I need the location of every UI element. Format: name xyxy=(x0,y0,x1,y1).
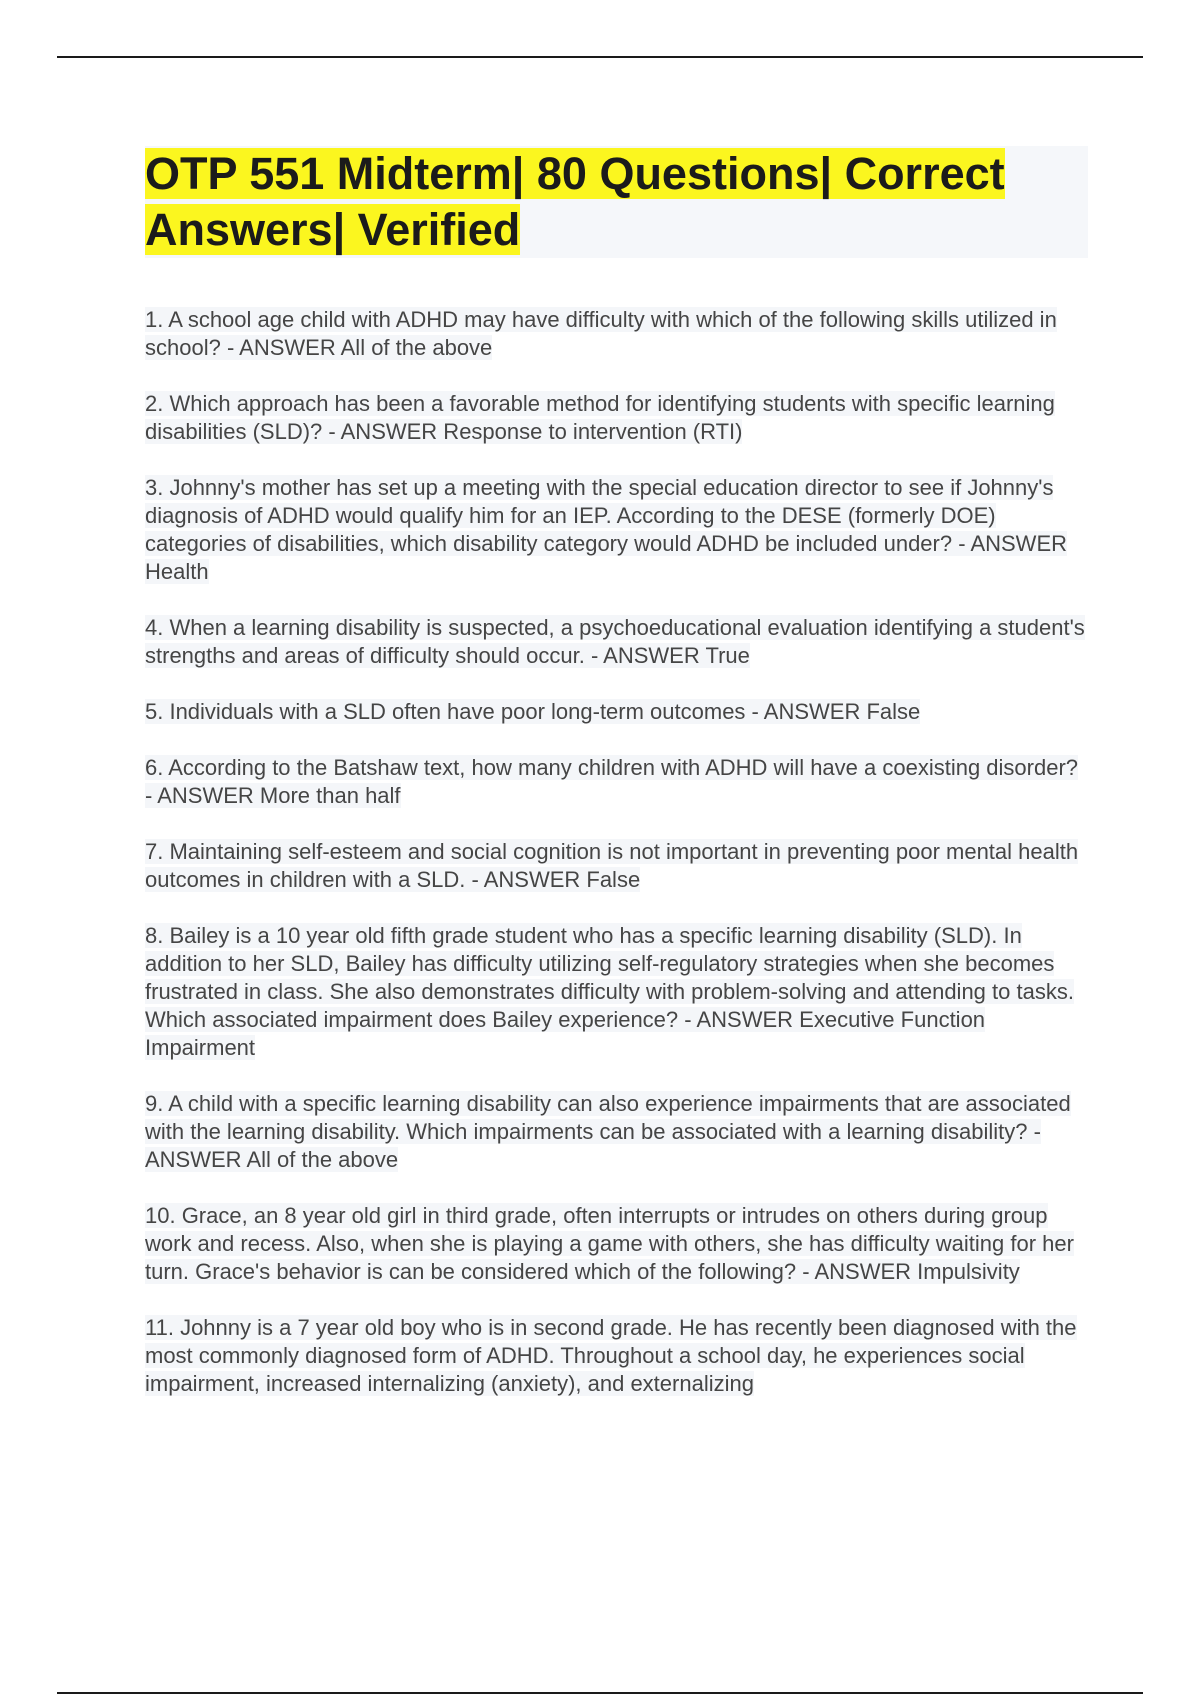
document-body xyxy=(145,146,1090,1426)
qa-item-1: 1. A school age child with ADHD may have difficulty with which of the following skills utilized in school? - ANSWER All of the above xyxy=(145,307,1057,360)
qa-item-3: 3. Johnny's mother has set up a meeting with the special education director to see if Johnny's diagnosis of ADHD would qualify him for an IEP. According to the DESE (formerly DOE) categories of disabilities, which disability category would ADHD be included under? - ANSWER Health xyxy=(145,475,1068,584)
title-highlight: OTP 551 Midterm| 80 Questions| Correct Answers| Verified xyxy=(145,148,1005,255)
qa-item-10: 10. Grace, an 8 year old girl in third grade, often interrupts or intrudes on others during group work and recess. Also, when she is playing a game with others, she has difficulty waiting for her turn. Grace's behavior is can be considered which of the following? - ANSWER Impulsivity xyxy=(145,1203,1074,1284)
qa-item-5: 5. Individuals with a SLD often have poor long-term outcomes - ANSWER False xyxy=(145,699,921,724)
qa-item-7: 7. Maintaining self-esteem and social cognition is not important in preventing poor mental health outcomes in children with a SLD. - ANSWER False xyxy=(145,839,1079,892)
qa-item-6: 6. According to the Batshaw text, how many children with ADHD will have a coexisting disorder? - ANSWER More than half xyxy=(145,755,1079,808)
qa-item-9: 9. A child with a specific learning disability can also experience impairments that are associated with the learning disability. Which impairments can be associated with a learning disability? - ANSWER All of the above xyxy=(145,1091,1071,1172)
qa-item-8: 8. Bailey is a 10 year old fifth grade student who has a specific learning disability (SLD). In addition to her SLD, Bailey has difficulty utilizing self-regulatory strategies when she becomes frustrated in class. She also demonstrates difficulty with problem-solving and attending to tasks. Which associated impairment does Bailey experience? - ANSWER Executive Function Impairment xyxy=(145,923,1074,1060)
top-rule xyxy=(57,56,1143,58)
qa-item-2: 2. Which approach has been a favorable method for identifying students with specific learning disabilities (SLD)? - ANSWER Response to intervention (RTI) xyxy=(145,391,1055,444)
qa-item-11: 11. Johnny is a 7 year old boy who is in second grade. He has recently been diagnosed with the most commonly diagnosed form of ADHD. Throughout a school day, he experiences social impairment, increased internalizing (anxiety), and externalizing xyxy=(145,1315,1077,1396)
document-title xyxy=(145,146,1088,258)
title-block xyxy=(145,146,1088,258)
bottom-rule xyxy=(57,1692,1143,1694)
qa-item-4: 4. When a learning disability is suspected, a psychoeducational evaluation identifying a student's strengths and areas of difficulty should occur. - ANSWER True xyxy=(145,615,1085,668)
